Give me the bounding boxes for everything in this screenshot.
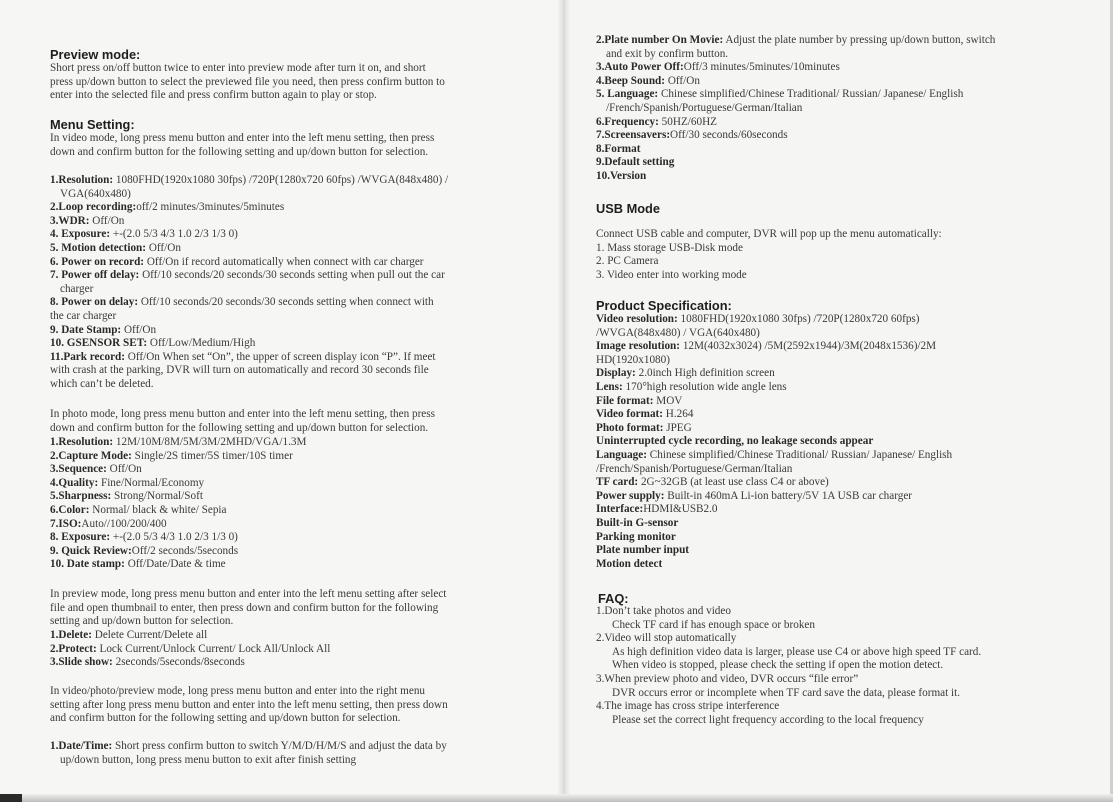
item-value: Delete Current/Delete all: [91, 629, 208, 641]
item-value: 12M(4032x3024) /5M(2592x1944)/3M(2048x1536)/2M: [680, 340, 937, 353]
list-item: [596, 143, 1096, 157]
item-value: and exit by confirm button.: [606, 47, 729, 60]
faq-list: [596, 605, 1096, 727]
item-key: 6.Color:: [50, 503, 90, 516]
preview-settings-list: [50, 629, 550, 670]
list-item: [596, 646, 1096, 660]
list-item: [596, 156, 1096, 170]
list-item: [596, 531, 1096, 545]
list-item: [50, 558, 550, 572]
list-item: [596, 61, 1096, 75]
item-value: Off/On: [665, 74, 700, 87]
item-value: 2. PC Camera: [596, 255, 659, 268]
list-item: [50, 504, 550, 518]
item-value: Off/On: [121, 323, 157, 336]
preview-settings-intro: [50, 588, 550, 629]
item-value: Normal/ black & white/ Sepia: [89, 503, 227, 516]
list-item: [50, 296, 550, 310]
list-item: [596, 327, 1096, 341]
list-item: [50, 477, 550, 491]
item-value: JPEG: [663, 421, 692, 434]
text-line: In video mode, long press menu button and enter into the left menu setting, then press: [50, 132, 435, 144]
item-value: Strong/Normal/Soft: [111, 490, 203, 503]
list-item: [596, 490, 1096, 504]
item-value: +-(2.0 5/3 4/3 1.0 2/3 1/3 0): [110, 531, 238, 544]
list-item: [596, 340, 1096, 354]
list-item: [596, 700, 1096, 714]
item-value: Off/10 seconds/20 seconds/30 seconds setting when connect with: [138, 296, 434, 309]
item-key: Power supply:: [596, 489, 665, 502]
item-value: 4.The image has cross stripe interference: [596, 700, 780, 713]
list-item: [596, 367, 1096, 381]
list-item: [50, 310, 550, 324]
item-key: TF card:: [596, 476, 639, 489]
menu-setting-section: [50, 117, 550, 159]
item-value: Off/Date/Date & time: [124, 558, 226, 571]
item-key: 11.Park record:: [50, 350, 125, 363]
item-key: 3.WDR:: [50, 214, 90, 227]
text-line: In video/photo/preview mode, long press menu button and enter into the right menu: [50, 685, 426, 697]
item-value: Check TF card if has enough space or broken: [612, 618, 815, 631]
item-key: 3.Auto Power Off:: [596, 61, 684, 74]
list-item: [596, 476, 1096, 490]
item-key: 1.Date/Time:: [50, 740, 113, 752]
item-key: 5.Sharpness:: [50, 490, 112, 503]
item-key: Lens:: [596, 380, 623, 393]
item-value: 2seconds/5seconds/8seconds: [112, 656, 245, 669]
preview-mode-text: [50, 62, 550, 103]
item-key: 1.Resolution:: [50, 436, 114, 448]
list-item: [596, 116, 1096, 130]
item-key: 4. Exposure:: [50, 228, 111, 241]
item-key: 10.Version: [596, 169, 647, 182]
list-item: [596, 34, 1096, 48]
menu-setting-heading: Menu Setting:: [50, 117, 135, 132]
item-value: +-(2.0 5/3 4/3 1.0 2/3 1/3 0): [110, 228, 238, 241]
list-item: [596, 242, 1096, 256]
item-value: 2G~32GB (at least use class C4 or above): [638, 476, 829, 489]
item-key: 10. GSENSOR SET:: [50, 337, 148, 350]
list-item: [596, 408, 1096, 422]
list-item: [596, 129, 1096, 143]
item-value: 1.Don’t take photos and video: [596, 605, 731, 617]
item-value: Chinese simplified/Chinese Traditional/ Russian/ Japanese/ English: [646, 448, 953, 461]
item-value: Lock Current/Unlock Current/ Lock All/Unlock All: [96, 642, 331, 655]
text-line: press up/down button to select the previewed file you need, then press confirm button to: [50, 75, 445, 88]
list-item: [596, 102, 1096, 116]
item-value: 12M/10M/8M/5M/3M/2MHD/VGA/1.3M: [113, 436, 307, 448]
text-line: down and confirm button for the following setting and up/down button for selection.: [50, 145, 429, 158]
item-key: 6. Power on record:: [50, 255, 145, 268]
list-item: [50, 518, 550, 532]
item-key: Language:: [596, 448, 647, 461]
usb-mode-list: [596, 228, 1096, 282]
list-item: [596, 269, 1096, 283]
item-value: When video is stopped, please check the setting if open the motion detect.: [612, 659, 944, 672]
item-value: Built-in 460mA Li-ion battery/5V 1A USB car charger: [664, 489, 913, 502]
item-key: Photo format:: [596, 421, 664, 434]
item-value: Auto//100/200/400: [81, 517, 167, 530]
list-item: [596, 435, 1096, 449]
list-item: [596, 228, 1096, 242]
item-value: which can’t be deleted.: [50, 377, 154, 390]
text-line: and confirm button for the following setting and up/down button for selection.: [50, 712, 401, 725]
list-item: [596, 687, 1096, 701]
item-key: 1.Delete:: [50, 629, 92, 641]
item-key: 6.Frequency:: [596, 115, 659, 128]
item-key: Interface:: [596, 503, 644, 516]
item-value: 3.When preview photo and video, DVR occurs “file error”: [596, 672, 859, 685]
faq-section: [598, 591, 1098, 606]
spec-section: [596, 298, 1096, 313]
item-value: Off/3 minutes/5minutes/10minutes: [683, 61, 840, 74]
item-value: Off/On: [89, 214, 125, 227]
list-item: [50, 490, 550, 504]
item-value: Off/2 seconds/5seconds: [131, 544, 239, 557]
usb-mode-heading: USB Mode: [596, 201, 660, 216]
item-key: Built-in G-sensor: [596, 516, 679, 529]
list-item: [596, 503, 1096, 517]
item-key: 2.Plate number On Movie:: [596, 34, 724, 46]
item-value: DVR occurs error or incomplete when TF card save the data, please format it.: [612, 686, 961, 699]
item-value: 2.0inch High definition screen: [635, 367, 775, 380]
item-value: Connect USB cable and computer, DVR will pop up the menu automatically:: [596, 228, 942, 240]
item-value: /WVGA(848x480) / VGA(640x480): [596, 326, 760, 339]
list-item: [50, 545, 550, 559]
list-item: [50, 242, 550, 256]
menu-setting-intro: [50, 132, 550, 159]
item-key: 8.Format: [596, 142, 641, 155]
item-key: 7.ISO:: [50, 517, 82, 530]
text-line: enter into the selected file and press confirm button again to play or stop.: [50, 89, 377, 102]
book-spine: [558, 0, 570, 802]
item-key: 3.Sequence:: [50, 463, 107, 476]
list-item: [596, 619, 1096, 633]
photo-settings-list: [50, 436, 550, 572]
item-value: Off/10 seconds/20 seconds/30 seconds setting when pull out the car: [139, 269, 445, 282]
item-value: Short press confirm button to switch Y/M/D/H/M/S and adjust the data by: [112, 740, 447, 752]
item-value: Off/On: [106, 463, 142, 476]
item-value: 1080FHD(1920x1080 30fps) /720P(1280x720 60fps): [677, 313, 920, 325]
list-item: [50, 337, 550, 351]
item-value: MOV: [653, 394, 683, 407]
item-value: 1. Mass storage USB-Disk mode: [596, 241, 743, 254]
item-key: Parking monitor: [596, 530, 676, 543]
item-value: Adjust the plate number by pressing up/down button, switch: [723, 34, 996, 46]
item-value: Chinese simplified/Chinese Traditional/ Russian/ Japanese/ English: [658, 88, 964, 101]
list-item: [596, 605, 1096, 619]
item-value: /French/Spanish/Portuguese/German/Italian: [606, 101, 803, 114]
item-key: 2.Loop recording:: [50, 201, 137, 214]
text-line: down and confirm button for the following setting and up/down button for selection.: [50, 421, 429, 434]
list-item: [50, 215, 550, 229]
item-key: 1.Resolution:: [50, 174, 114, 186]
item-value: 170°high resolution wide angle lens: [622, 380, 787, 393]
list-item: [50, 201, 550, 215]
item-value: As high definition video data is larger, please use C4 or above high speed TF card.: [612, 645, 982, 658]
text-line: In photo mode, long press menu button and enter into the left menu setting, then press: [50, 408, 435, 420]
item-key: 2.Capture Mode:: [50, 449, 132, 462]
text-line: In preview mode, long press menu button and enter into the left menu setting after select: [50, 588, 447, 600]
item-key: Image resolution:: [596, 340, 681, 353]
list-item: [50, 740, 550, 754]
item-value: HDMI&USB2.0: [643, 503, 718, 516]
item-value: 1080FHD(1920x1080 30fps) /720P(1280x720 60fps) /WVGA(848x480) /: [113, 174, 449, 186]
system-settings-intro: [50, 685, 550, 726]
list-item: [50, 256, 550, 270]
text-line: setting after long press menu button and enter into the left menu setting, then press down: [50, 698, 448, 711]
item-value: Off/Low/Medium/High: [147, 337, 256, 350]
text-line: Short press on/off button twice to enter into preview mode after turn it on, and short: [50, 62, 426, 74]
list-item: [596, 170, 1096, 184]
list-item: [50, 188, 550, 202]
photo-settings-intro: [50, 408, 550, 435]
item-key: 9.Default setting: [596, 156, 675, 169]
list-item: [50, 378, 550, 392]
item-value: Off/On if record automatically when connect with car charger: [144, 255, 424, 268]
list-item: [50, 643, 550, 657]
item-value: 3. Video enter into working mode: [596, 268, 747, 281]
item-value: /French/Spanish/Portuguese/German/Italian: [596, 462, 793, 475]
list-item: [596, 659, 1096, 673]
usb-mode-section: [596, 201, 1096, 216]
video-settings-list: [50, 174, 550, 392]
item-key: 8. Power on delay:: [50, 296, 139, 309]
list-item: [596, 395, 1096, 409]
item-value: Off/On: [146, 241, 181, 254]
item-key: 9. Quick Review:: [50, 544, 132, 557]
item-key: 5. Language:: [596, 88, 659, 101]
list-item: [50, 283, 550, 297]
list-item: [596, 714, 1096, 728]
item-value: Please set the correct light frequency according to the local frequency: [612, 713, 924, 726]
item-key: 3.Slide show:: [50, 656, 113, 669]
list-item: [596, 354, 1096, 368]
item-key: Video format:: [596, 408, 663, 421]
item-key: 9. Date Stamp:: [50, 323, 122, 336]
item-key: 2.Protect:: [50, 642, 97, 655]
item-key: Plate number input: [596, 544, 690, 557]
list-item: [596, 673, 1096, 687]
item-key: 4.Beep Sound:: [596, 74, 666, 87]
item-value: Off/On When set “On”, the upper of screen display icon “P”. If meet: [124, 350, 436, 363]
list-item: [596, 48, 1096, 62]
bottom-corner: [0, 794, 22, 802]
item-value: 50HZ/60HZ: [658, 115, 717, 128]
preview-mode-heading: Preview mode:: [50, 47, 141, 62]
list-item: [596, 75, 1096, 89]
list-item: [596, 517, 1096, 531]
item-value: Fine/Normal/Economy: [98, 476, 205, 489]
item-value: HD(1920x1080): [596, 353, 670, 366]
list-item: [50, 531, 550, 545]
item-value: VGA(640x480): [60, 187, 131, 200]
left-column: [50, 47, 550, 103]
list-item: [50, 364, 550, 378]
list-item: [50, 754, 550, 768]
list-item: [50, 324, 550, 338]
item-key: Uninterrupted cycle recording, no leakage seconds appear: [596, 435, 874, 448]
list-item: [596, 449, 1096, 463]
item-value: 2.Video will stop automatically: [596, 632, 737, 645]
item-value: with crash at the parking, DVR will turn on automatically and record 30 seconds file: [50, 364, 429, 377]
list-item: [50, 174, 550, 188]
system-settings-list: [50, 740, 550, 767]
list-item: [596, 632, 1096, 646]
item-key: 8. Exposure:: [50, 531, 111, 544]
list-item: [50, 656, 550, 670]
list-item: [50, 351, 550, 365]
item-value: up/down button, long press menu button to exit after finish setting: [60, 753, 357, 766]
item-value: Off/30 seconds/60seconds: [670, 129, 788, 142]
list-item: [596, 381, 1096, 395]
list-item: [596, 255, 1096, 269]
item-key: Display:: [596, 367, 636, 380]
list-item: [50, 436, 550, 450]
item-value: off/2 minutes/3minutes/5minutes: [136, 201, 285, 214]
list-item: [596, 88, 1096, 102]
item-value: the car charger: [50, 309, 117, 322]
list-item: [596, 558, 1096, 572]
item-value: charger: [60, 282, 94, 295]
list-item: [596, 313, 1096, 327]
item-value: Single/2S timer/5S timer/10S timer: [131, 449, 293, 462]
list-item: [596, 422, 1096, 436]
list-item: [50, 450, 550, 464]
spec-heading: Product Specification:: [596, 298, 732, 313]
list-item: [50, 228, 550, 242]
text-line: file and open thumbnail to enter, then press down and confirm button for the following: [50, 601, 439, 614]
text-line: setting and up/down button for selection.: [50, 615, 234, 628]
list-item: [50, 463, 550, 477]
item-key: 10. Date stamp:: [50, 558, 125, 571]
faq-heading: FAQ:: [598, 591, 629, 606]
list-item: [50, 269, 550, 283]
bottom-shadow: [0, 794, 1113, 802]
spec-list: [596, 313, 1096, 571]
item-key: 5. Motion detection:: [50, 241, 147, 254]
item-key: 7. Power off delay:: [50, 269, 140, 282]
item-key: 4.Quality:: [50, 476, 99, 489]
system-settings-continued: [596, 34, 1096, 184]
item-key: Motion detect: [596, 557, 663, 570]
list-item: [596, 463, 1096, 477]
list-item: [596, 544, 1096, 558]
item-key: Video resolution:: [596, 313, 678, 325]
item-key: 7.Screensavers:: [596, 129, 671, 142]
item-value: H.264: [663, 408, 694, 421]
list-item: [50, 629, 550, 643]
item-key: File format:: [596, 394, 654, 407]
